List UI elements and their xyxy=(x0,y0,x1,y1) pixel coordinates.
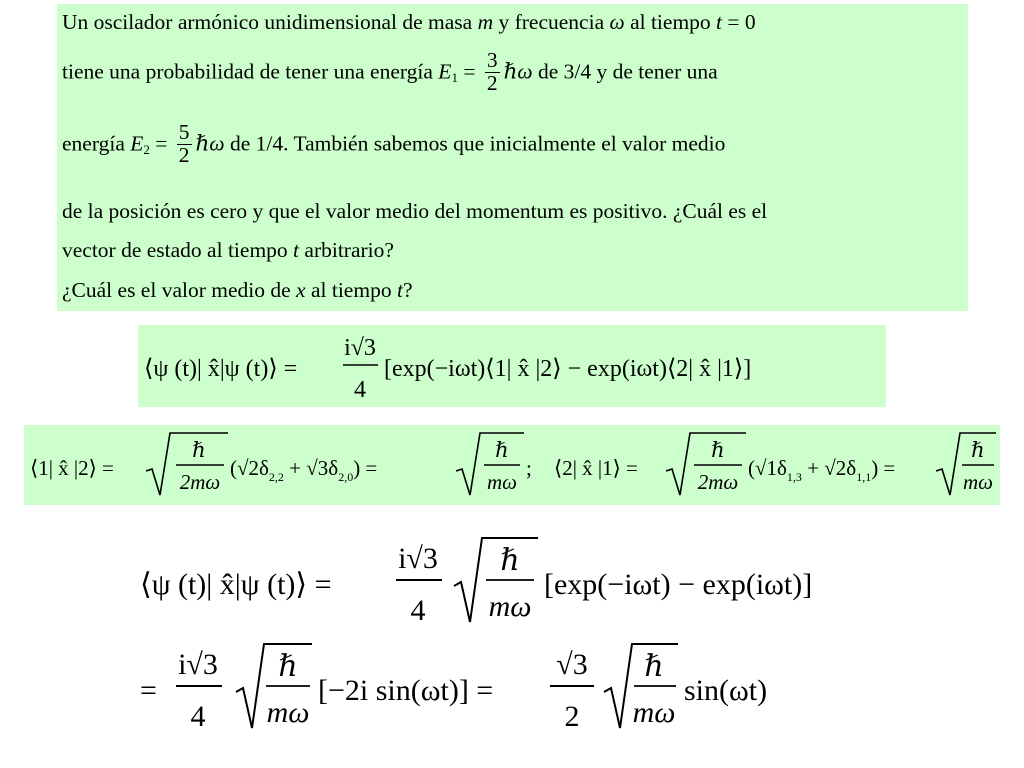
eq2-frac2-den: mω xyxy=(487,470,517,494)
eq4-sqrt-num: ℏ xyxy=(278,650,298,683)
eq3-denominator: 4 xyxy=(410,594,426,627)
eq1-denominator: 4 xyxy=(354,377,366,403)
eq2-paren-group-2: $(√1\delta_{1,3} + √2\delta_{1,1})$ = xyxy=(748,456,896,484)
problem-line-3: energía $E_2$ = $\frac{5}{2}$ ℏω de 1/4. También sabemos que inicialmente el valor medio xyxy=(62,120,726,167)
eq4-sqrt2-num: ℏ xyxy=(644,650,664,683)
eq1-bracket-expression: [exp(−iωt)⟨1| x̂ |2⟩ − exp(iωt)⟨2| x̂ |1⟩] xyxy=(384,356,752,382)
eq2-frac3-num: ℏ xyxy=(711,438,725,462)
eq4-sqrt2-den: mω xyxy=(632,696,676,729)
problem-line-1: Un oscilador armónico unidimensional de masa m y frecuencia ω al tiempo t = 0 xyxy=(62,10,756,34)
eq2-lhs-2: ⟨2| x̂ |1⟩ = xyxy=(554,456,638,480)
eq2-frac3-den: 2mω xyxy=(697,470,739,494)
eq4-denominator: 4 xyxy=(190,700,206,733)
eq3-sqrt-num: ℏ xyxy=(500,544,520,577)
eq4-numerator: i√3 xyxy=(178,648,218,681)
eq2-frac2-num: ℏ xyxy=(495,438,509,462)
eq4-bracket-expression: [−2i sin(ωt)] = xyxy=(318,674,494,707)
problem-line-6: ¿Cuál es el valor medio de x al tiempo t? xyxy=(62,278,413,302)
eq2-frac4-num: ℏ xyxy=(971,438,985,462)
eq3-bracket-expression: [exp(−iωt) − exp(iωt)] xyxy=(544,568,813,601)
eq4-sin-term: sin(ωt) xyxy=(684,674,768,707)
eq4-sqrt-den: mω xyxy=(266,696,310,729)
eq4-equals: = xyxy=(140,674,157,707)
eq2-frac4-den: mω xyxy=(963,470,993,494)
eq2-lhs-1: ⟨1| x̂ |2⟩ = xyxy=(30,456,114,480)
fraction-three-halves: $\frac{3}{2}$ xyxy=(486,48,498,95)
eq1-lhs: ⟨ψ (t)| x̂|ψ (t)⟩ = xyxy=(144,356,298,382)
eq4-numerator-2: √3 xyxy=(556,648,588,681)
problem-line-5: vector de estado al tiempo t arbitrario? xyxy=(62,238,394,262)
eq1-numerator: i√3 xyxy=(344,335,376,361)
eq4-denominator-2: 2 xyxy=(564,700,580,733)
eq2-frac1-den: 2mω xyxy=(179,470,221,494)
eq3-lhs: ⟨ψ (t)| x̂|ψ (t)⟩ = xyxy=(140,568,332,601)
eq2-frac1-num: ℏ xyxy=(192,438,206,462)
problem-line-2: tiene una probabilidad de tener una energía $E_1$ = $\frac{3}{2}$ ℏω de 3/4 y de tener una xyxy=(62,48,718,95)
eq2-semicolon: ; xyxy=(526,456,532,480)
eq3-numerator: i√3 xyxy=(398,542,438,575)
eq3-sqrt-den: mω xyxy=(488,590,532,623)
problem-line-4: de la posición es cero y que el valor medio del momentum es positivo. ¿Cuál es el xyxy=(62,199,768,223)
eq2-paren-group-1: $(√2\delta_{2,2} + √3\delta_{2,0})$ = xyxy=(230,456,378,484)
fraction-five-halves: $\frac{5}{2}$ xyxy=(178,120,190,167)
